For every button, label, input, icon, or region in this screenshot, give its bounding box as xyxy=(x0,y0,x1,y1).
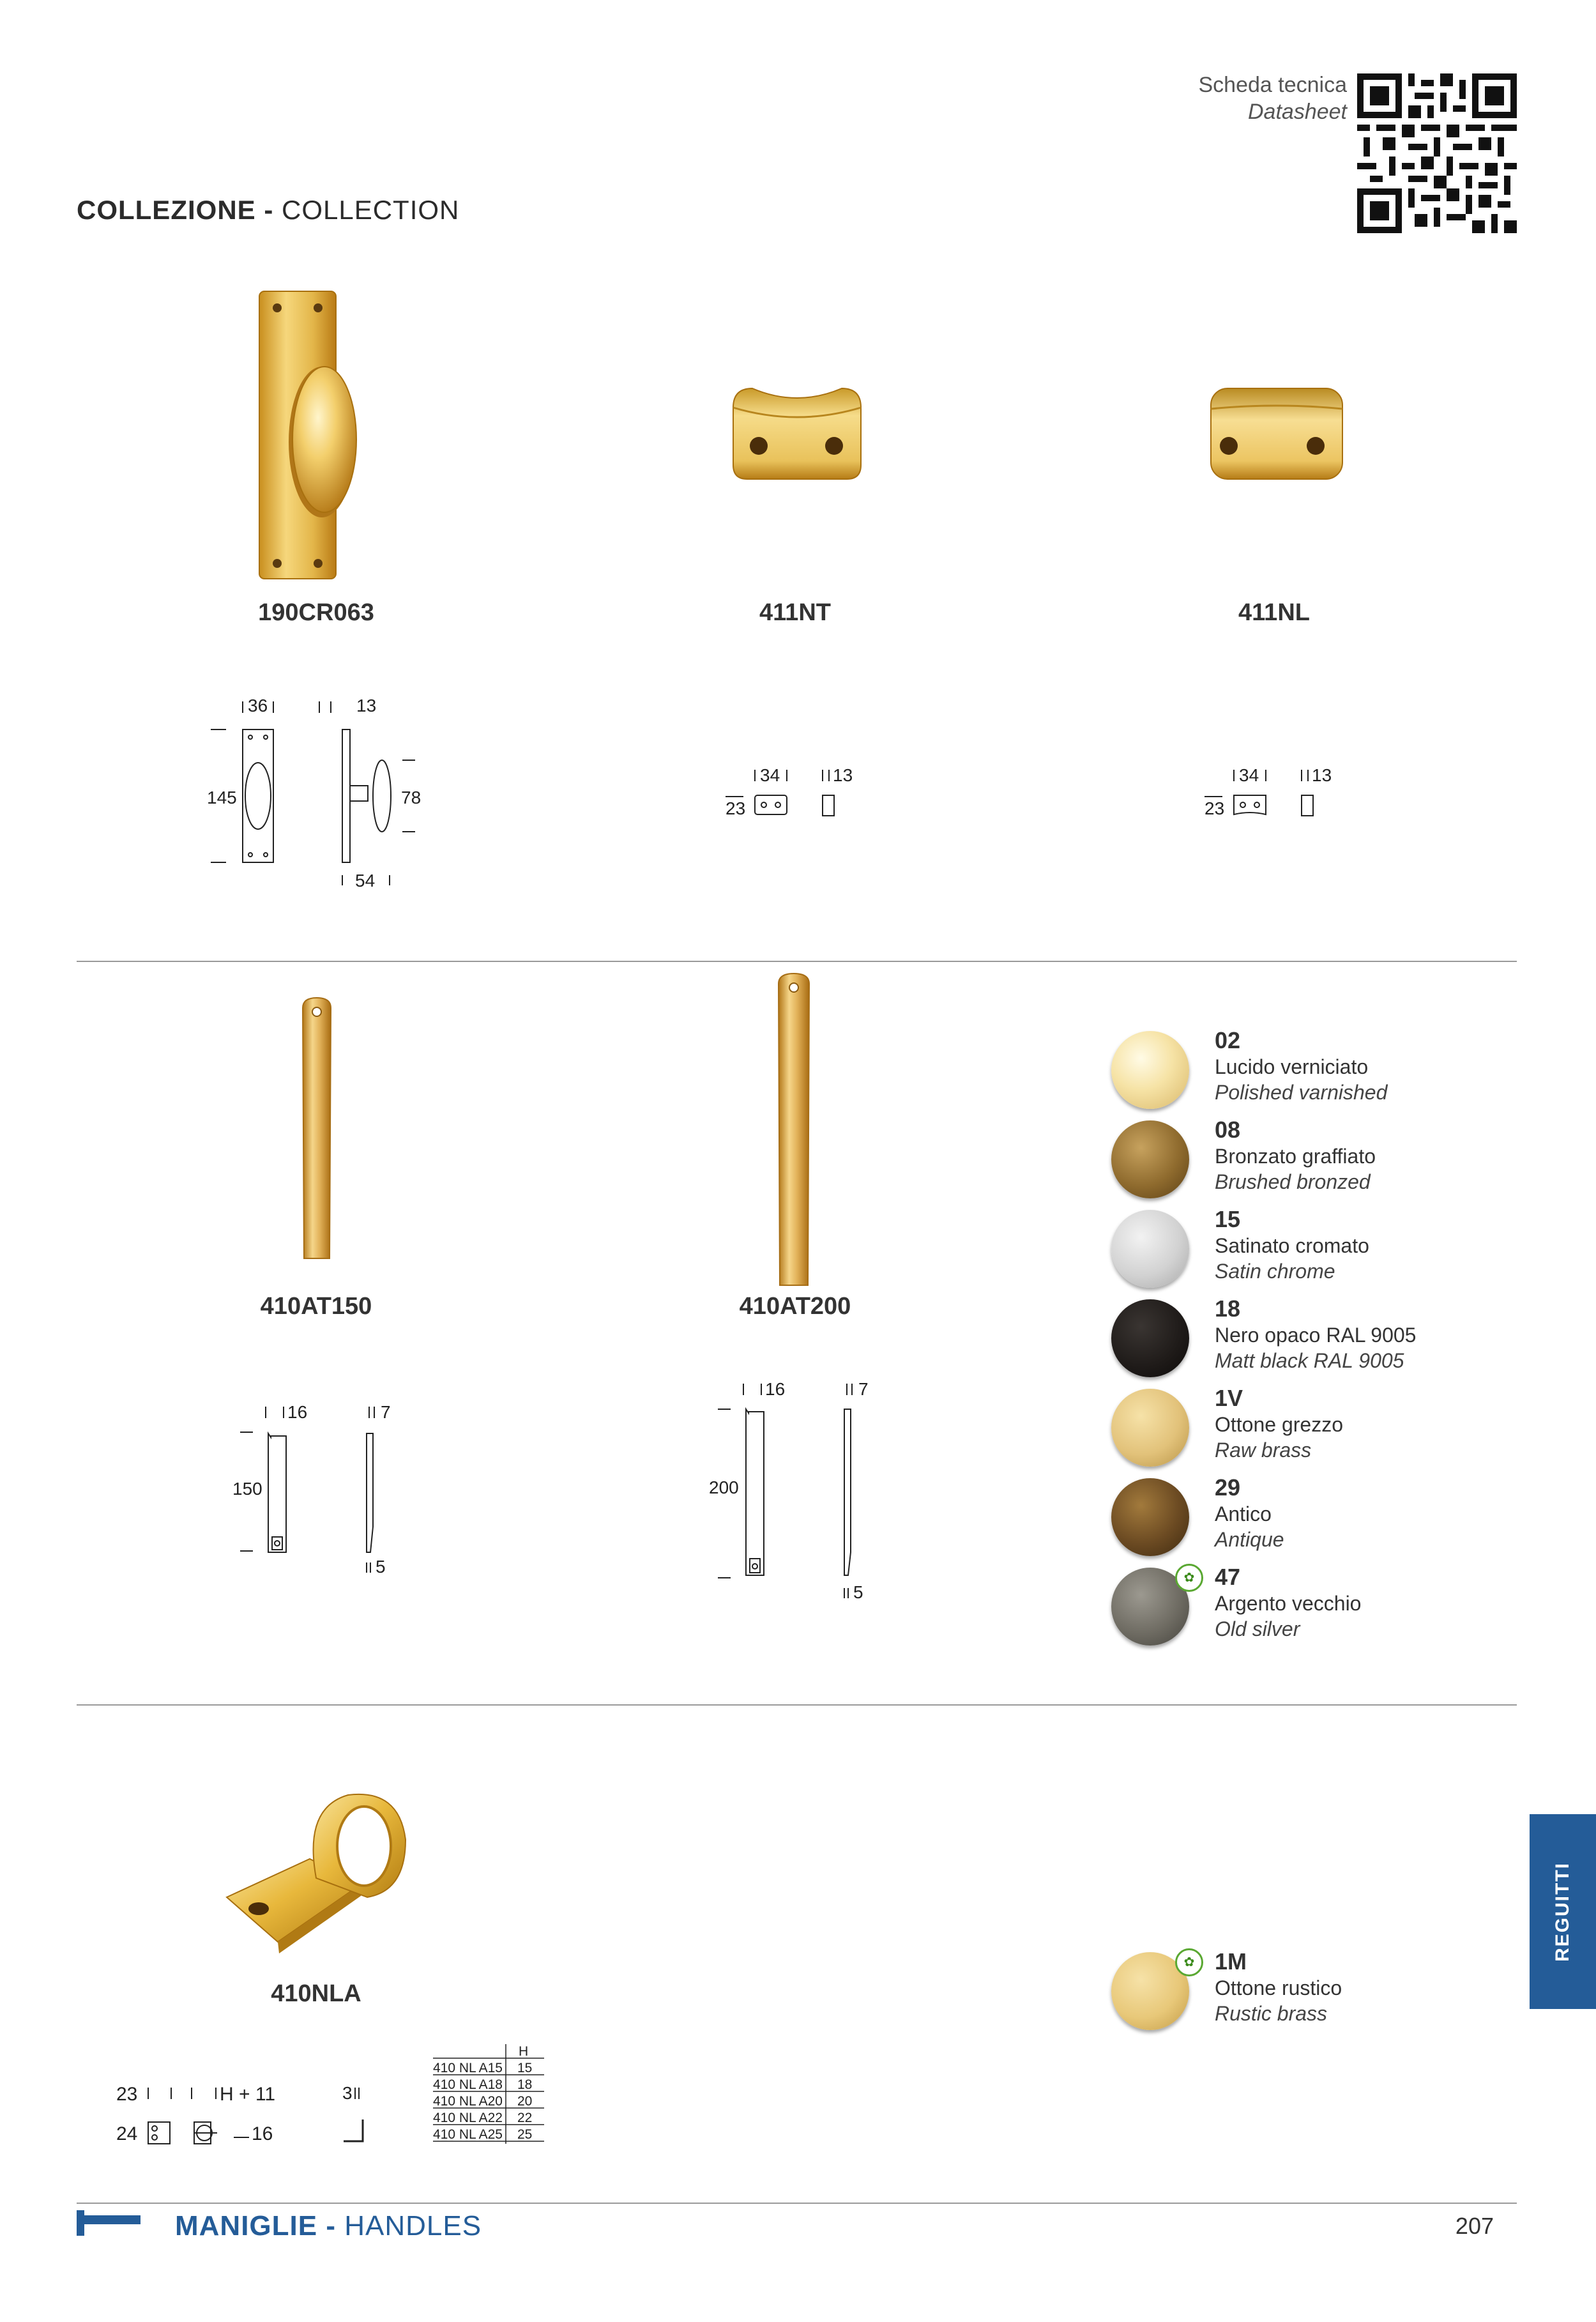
finish-item-1M[interactable] xyxy=(1111,1948,1494,2031)
finish-name-it: Lucido verniciato xyxy=(1215,1055,1369,1078)
finish-name-en: Satin chrome xyxy=(1215,1260,1335,1283)
footer-title xyxy=(175,2210,482,2242)
datasheet-label-it: Scheda tecnica xyxy=(1198,73,1347,97)
dim-width-410AT150: 16 xyxy=(287,1402,308,1422)
size-table-h: 22 xyxy=(517,2111,533,2125)
finish-code: 15 xyxy=(1215,1206,1241,1232)
finish-item-15[interactable] xyxy=(1111,1206,1494,1289)
product-photo-190CR063[interactable] xyxy=(255,289,383,586)
product-photo-410AT200[interactable] xyxy=(775,971,813,1294)
dim-height-411NT: 23 xyxy=(726,798,746,818)
dim-height-top-410NLA: 23 xyxy=(116,2084,138,2105)
section-divider xyxy=(77,961,1517,962)
footer-divider xyxy=(77,2203,1517,2204)
dim-knob-depth-190CR063: 54 xyxy=(355,871,376,890)
tech-drawing-411NL xyxy=(1194,763,1348,837)
dim-depth-411NT: 13 xyxy=(833,765,853,785)
size-table xyxy=(430,2042,545,2147)
size-table-model: 410 NL A22 xyxy=(433,2111,503,2125)
finish-name-it: Bronzato graffiato xyxy=(1215,1145,1376,1168)
product-code-410NLA: 410NLA xyxy=(271,1980,361,2007)
dim-width-410AT200: 16 xyxy=(765,1379,786,1399)
finish-swatch xyxy=(1111,1299,1189,1377)
finish-swatch xyxy=(1111,1478,1189,1556)
finish-swatch xyxy=(1111,1120,1189,1198)
footer-title-light: HANDLES xyxy=(344,2210,482,2242)
dim-h-plus-410NLA: H + 11 xyxy=(220,2084,275,2105)
product-photo-411NL[interactable] xyxy=(1206,382,1346,487)
dim-depth-410AT200: 7 xyxy=(858,1379,869,1399)
finish-item-1V[interactable] xyxy=(1111,1385,1494,1468)
collection-title xyxy=(77,195,459,225)
size-table-model: 410 NL A15 xyxy=(433,2061,503,2075)
dim-length-410AT200: 200 xyxy=(709,1478,739,1497)
product-code-190CR063: 190CR063 xyxy=(258,599,374,626)
finish-name-it: Ottone rustico xyxy=(1215,1976,1342,1999)
finish-swatch xyxy=(1111,1210,1189,1288)
finish-item-47[interactable] xyxy=(1111,1564,1494,1647)
dim-bottom-410AT150: 5 xyxy=(376,1557,386,1577)
tech-drawing-410AT200 xyxy=(705,1367,897,1613)
side-tab-reguitti[interactable] xyxy=(1530,1814,1596,2009)
footer-title-bold: MANIGLIE - xyxy=(175,2210,336,2242)
size-table-h: 15 xyxy=(517,2061,533,2075)
dim-bottom-410AT200: 5 xyxy=(853,1582,863,1602)
finish-name-it: Argento vecchio xyxy=(1215,1592,1362,1615)
dim-width-411NT: 34 xyxy=(760,765,780,785)
product-code-410AT200: 410AT200 xyxy=(739,1293,851,1320)
product-photo-411NT[interactable] xyxy=(727,382,867,487)
finish-name-en: Rustic brass xyxy=(1215,2002,1328,2025)
size-table-model: 410 NL A20 xyxy=(433,2094,503,2109)
eco-leaf-icon: ✿ xyxy=(1175,1564,1203,1592)
size-table-h: 25 xyxy=(517,2127,533,2142)
dim-knob-height-190CR063: 78 xyxy=(401,788,422,807)
footer-logo-icon xyxy=(77,2210,141,2236)
size-table-header: H xyxy=(519,2044,529,2059)
finish-code: 47 xyxy=(1215,1564,1241,1590)
dim-depth-hole-410NLA: 16 xyxy=(252,2123,273,2144)
finish-code: 1V xyxy=(1215,1385,1243,1411)
collection-title-bold: COLLEZIONE - xyxy=(77,195,274,225)
qr-code[interactable] xyxy=(1357,73,1517,233)
finish-item-29[interactable] xyxy=(1111,1474,1494,1557)
dim-length-410AT150: 150 xyxy=(232,1479,262,1499)
tech-drawing-190CR063 xyxy=(198,690,441,910)
finish-name-en: Polished varnished xyxy=(1215,1081,1388,1104)
finish-item-18[interactable] xyxy=(1111,1295,1494,1379)
product-photo-410NLA[interactable] xyxy=(220,1789,412,1971)
finish-item-08[interactable] xyxy=(1111,1117,1494,1200)
finish-name-en: Old silver xyxy=(1215,1617,1300,1640)
datasheet-label xyxy=(1199,72,1348,125)
side-tab-label: REGUITTI xyxy=(1552,1861,1573,1962)
dim-depth-190CR063: 13 xyxy=(356,696,377,715)
dim-depth-411NL: 13 xyxy=(1312,765,1332,785)
finish-name-it: Ottone grezzo xyxy=(1215,1413,1343,1436)
finish-code: 02 xyxy=(1215,1027,1241,1053)
finish-name-en: Matt black RAL 9005 xyxy=(1215,1349,1404,1372)
product-code-411NL: 411NL xyxy=(1238,599,1310,626)
product-photo-410AT150[interactable] xyxy=(298,995,336,1267)
size-table-h: 20 xyxy=(517,2094,533,2109)
datasheet-label-en: Datasheet xyxy=(1248,100,1347,124)
dim-depth-410AT150: 7 xyxy=(381,1402,391,1422)
finish-name-it: Nero opaco RAL 9005 xyxy=(1215,1324,1417,1347)
product-code-411NT: 411NT xyxy=(759,599,831,626)
finish-code: 18 xyxy=(1215,1295,1241,1322)
size-table-model: 410 NL A18 xyxy=(433,2077,503,2092)
tech-drawing-411NT xyxy=(715,763,869,837)
finish-name-en: Antique xyxy=(1215,1528,1284,1551)
finish-name-en: Brushed bronzed xyxy=(1215,1170,1371,1193)
finish-code: 29 xyxy=(1215,1474,1241,1501)
size-table-model: 410 NL A25 xyxy=(433,2127,503,2142)
dim-thickness-410NLA: 3 xyxy=(342,2083,353,2103)
dim-height-side-410NLA: 24 xyxy=(116,2123,138,2144)
finish-name-it: Antico xyxy=(1215,1502,1272,1525)
product-code-410AT150: 410AT150 xyxy=(260,1293,372,1320)
finish-code: 08 xyxy=(1215,1117,1241,1143)
dim-width-411NL: 34 xyxy=(1239,765,1259,785)
finish-swatch xyxy=(1111,1031,1189,1109)
finish-name-it: Satinato cromato xyxy=(1215,1234,1369,1257)
eco-leaf-icon: ✿ xyxy=(1175,1948,1203,1976)
dim-height-190CR063: 145 xyxy=(207,788,237,807)
finish-swatch xyxy=(1111,1389,1189,1467)
tech-drawing-410AT150 xyxy=(227,1393,419,1587)
size-table-h: 18 xyxy=(517,2077,533,2092)
page-number: 207 xyxy=(1455,2213,1494,2239)
finish-code: 1M xyxy=(1215,1948,1247,1974)
dim-height-411NL: 23 xyxy=(1205,798,1225,818)
section-divider xyxy=(77,1704,1517,1706)
collection-title-light: COLLECTION xyxy=(282,195,460,225)
finish-name-en: Raw brass xyxy=(1215,1439,1312,1462)
dim-width-190CR063: 36 xyxy=(248,696,268,715)
tech-drawing-410NLA xyxy=(109,2063,377,2156)
finish-item-02[interactable] xyxy=(1111,1027,1494,1110)
